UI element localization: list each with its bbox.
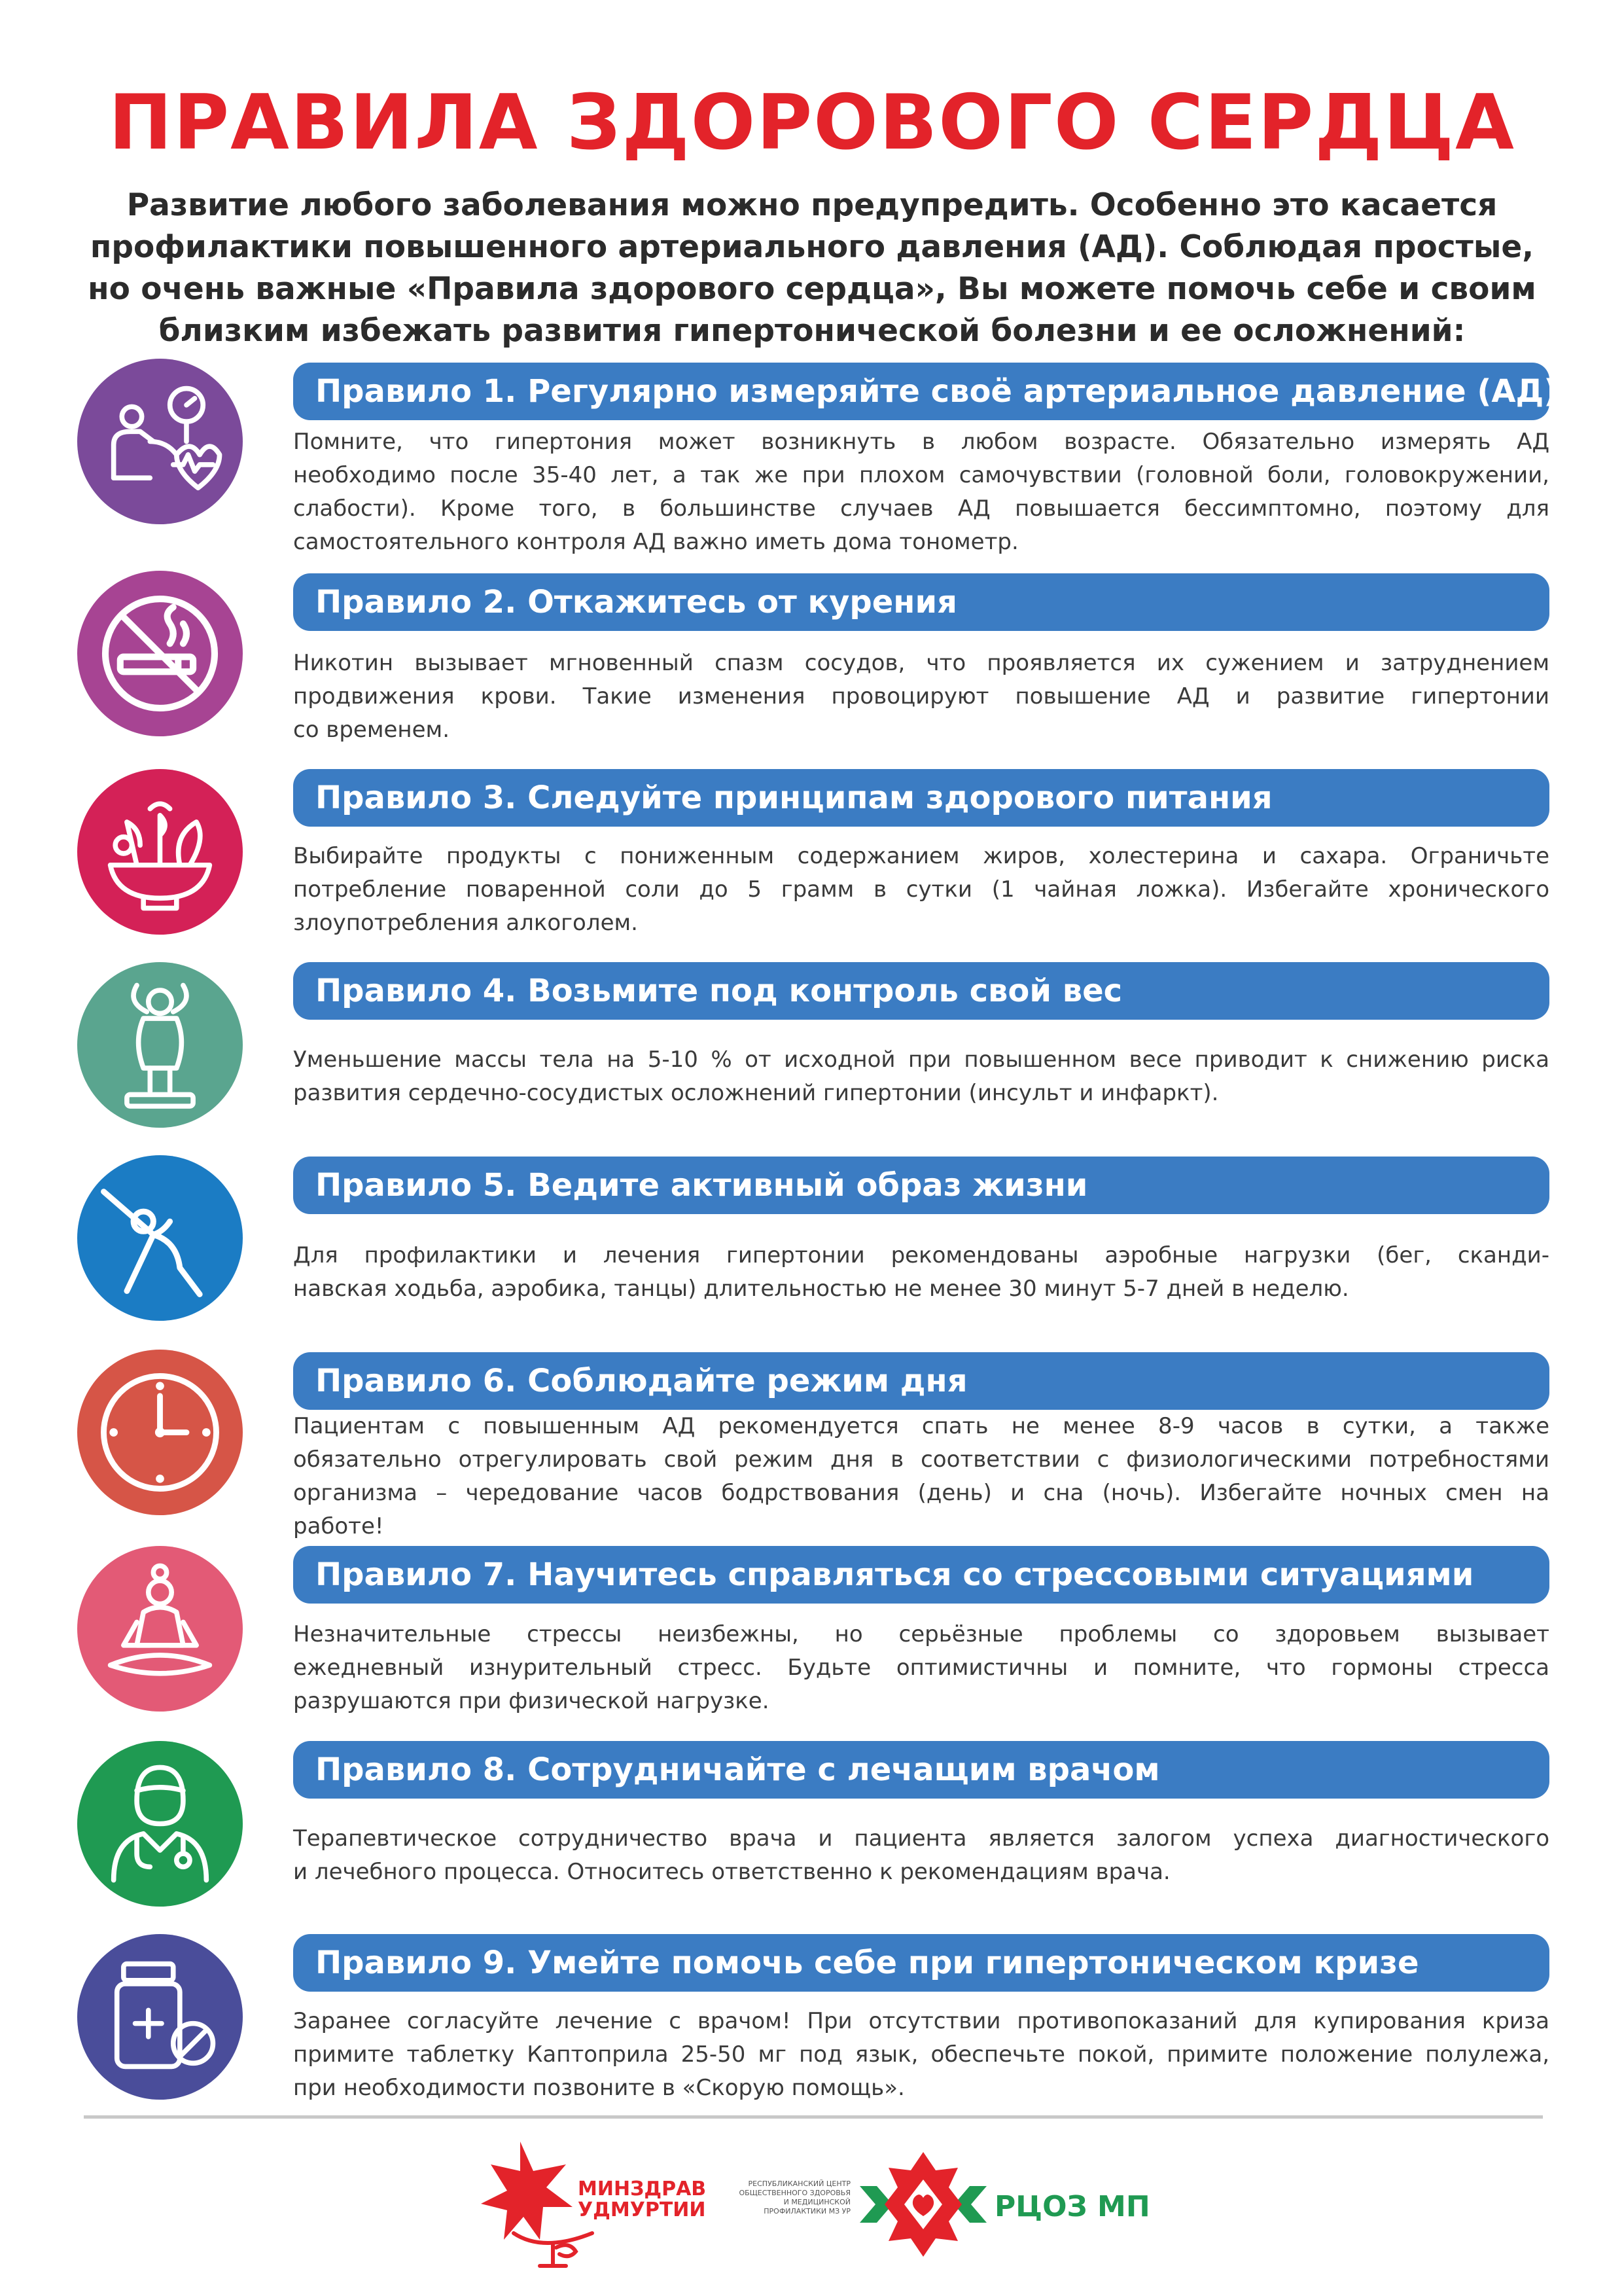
- rule-text-line: потребление поваренной соли до 5 грамм в сутки (1 чайная ложка). Избегайте хронического: [293, 876, 1549, 903]
- rule-1: [0, 359, 1624, 555]
- rule-2: [0, 571, 1624, 754]
- rule-text-line: ежедневный изнурительный стресс. Будьте оптимистичны и помните, что гормоны стресса: [293, 1655, 1549, 1681]
- center-name-line: РЕСПУБЛИКАНСКИЙ ЦЕНТР: [748, 2179, 851, 2188]
- center-name-line: ПРОФИЛАКТИКИ МЗ УР: [764, 2207, 851, 2215]
- center-name-line: ОБЩЕСТВЕННОГО ЗДОРОВЬЯ: [739, 2189, 851, 2197]
- rule-text: [293, 1410, 1549, 1543]
- rule-text-line: работе!: [293, 1513, 384, 1539]
- minzdrav-logo: [481, 2135, 730, 2272]
- exercise-stretch-icon: [77, 1155, 243, 1321]
- rule-text-line: обязательно отрегулировать свой режим дня в соответствии с физиологическими потребностями: [293, 1446, 1549, 1473]
- minzdrav-name-line1: МИНЗДРАВ: [578, 2178, 707, 2200]
- rule-text-line: Никотин вызывает мгновенный спазм сосудов, что проявляется их сужением и затруднением: [293, 650, 1549, 676]
- rule-text-line: навская ходьба, аэробика, танцы) длительностью не менее 30 минут 5-7 дней в неделю.: [293, 1276, 1349, 1302]
- rule-text: [293, 840, 1549, 940]
- minzdrav-emblem-icon: [481, 2142, 573, 2240]
- no-smoking-icon: [77, 571, 243, 736]
- rule-6: [0, 1350, 1624, 1539]
- rule-text-line: развития сердечно-сосудистых осложнений гипертонии (инсульт и инфаркт).: [293, 1080, 1219, 1106]
- rule-text-line: Заранее согласуйте лечение с врачом! При отсутствии противопоказаний для купирования криза: [293, 2008, 1549, 2034]
- rcoz-logo: [739, 2139, 1150, 2270]
- rule-text-line: Уменьшение массы тела на 5-10 % от исходной при повышенном весе приводит к снижению риска: [293, 1047, 1549, 1073]
- rule-text-line: со временем.: [293, 717, 450, 743]
- rule-text: [293, 647, 1549, 747]
- rule-text: [293, 1043, 1549, 1110]
- rule-text: [293, 1822, 1549, 1889]
- rule-text-line: Помните, что гипертония может возникнуть в любом возрасте. Обязательно измерять АД: [293, 429, 1549, 455]
- intro-text: [79, 185, 1545, 352]
- healthy-food-bowl-icon: [77, 769, 243, 935]
- rule-text: [293, 2005, 1549, 2105]
- rule-text: [293, 1618, 1549, 1718]
- intro-line: профилактики повышенного артериального давления (АД). Соблюдая простые,: [90, 229, 1534, 265]
- rule-title: Правило 9. Умейте помочь себе при гипертоническом кризе: [293, 1934, 1549, 1992]
- rule-text-line: организма – чередование часов бодрствования (день) и сна (ночь). Избегайте ночных смен на: [293, 1480, 1549, 1506]
- rule-text: [293, 1239, 1549, 1306]
- rule-text-line: разрушаются при физической нагрузке.: [293, 1688, 769, 1714]
- rule-7: [0, 1546, 1624, 1729]
- rule-title: Правило 6. Соблюдайте режим дня: [293, 1352, 1549, 1410]
- rule-text-line: Незначительные стрессы неизбежны, но серьёзные проблемы со здоровьем вызывает: [293, 1621, 1549, 1647]
- page-title: ПРАВИЛА ЗДОРОВОГО СЕРДЦА: [109, 79, 1515, 167]
- rule-3: [0, 769, 1624, 952]
- intro-line: Развитие любого заболевания можно предупредить. Особенно это касается: [126, 187, 1498, 223]
- center-abbreviation: РЦОЗ МП: [995, 2190, 1150, 2223]
- rule-text-line: при необходимости позвоните в «Скорую помощь».: [293, 2075, 905, 2101]
- rule-text-line: продвижения крови. Такие изменения провоцируют повышение АД и развитие гипертонии: [293, 683, 1549, 709]
- rule-title: Правило 3. Следуйте принципам здорового питания: [293, 769, 1549, 827]
- rule-title: Правило 8. Сотрудничайте с лечащим врачом: [293, 1741, 1549, 1799]
- rule-text-line: Пациентам с повышенным АД рекомендуется спать не менее 8-9 часов в сутки, а также: [293, 1413, 1549, 1439]
- rule-title: Правило 7. Научитесь справляться со стрессовыми ситуациями: [293, 1546, 1549, 1604]
- rule-text-line: Выбирайте продукты с пониженным содержанием жиров, холестерина и сахара. Ограничьте: [293, 843, 1549, 869]
- rule-title: Правило 4. Возьмите под контроль свой вес: [293, 962, 1549, 1020]
- rule-title: Правило 2. Откажитесь от курения: [293, 573, 1549, 631]
- rule-5: [0, 1155, 1624, 1338]
- center-name-line: И МЕДИЦИНСКОЙ: [783, 2198, 851, 2206]
- medicine-pills-icon: [77, 1934, 243, 2100]
- rule-text-line: и лечебного процесса. Относитесь ответственно к рекомендациям врача.: [293, 1859, 1171, 1885]
- rule-text-line: необходимо после 35-40 лет, а так же при плохом самочувствии (головной боли, головокружении,: [293, 462, 1549, 488]
- intro-line: но очень важные «Правила здорового сердца», Вы можете помочь себе и своим: [88, 271, 1536, 307]
- clock-icon: [77, 1350, 243, 1515]
- footer-divider: [84, 2115, 1543, 2119]
- rule-4: [0, 962, 1624, 1145]
- rule-text-line: Для профилактики и лечения гипертонии рекомендованы аэробные нагрузки (бег, сканди-: [293, 1242, 1549, 1268]
- rule-title: Правило 1. Регулярно измеряйте своё артериальное давление (АД): [293, 363, 1549, 420]
- blood-pressure-monitor-icon: [77, 359, 243, 524]
- meditation-icon: [77, 1546, 243, 1712]
- rule-title: Правило 5. Ведите активный образ жизни: [293, 1157, 1549, 1214]
- rule-text-line: примите таблетку Каптоприла 25-50 мг под язык, обеспечьте покой, примите положение полулежа,: [293, 2041, 1549, 2068]
- rule-8: [0, 1741, 1624, 1924]
- rule-text-line: злоупотребления алкоголем.: [293, 910, 638, 936]
- rcoz-emblem-icon: [860, 2152, 987, 2257]
- rule-text: [293, 425, 1549, 559]
- rule-9: [0, 1934, 1624, 2117]
- rule-text-line: Терапевтическое сотрудничество врача и пациента является залогом успеха диагностического: [293, 1825, 1549, 1852]
- doctor-icon: [77, 1741, 243, 1907]
- rule-text-line: слабости). Кроме того, в большинстве случаев АД повышается бессимптомно, поэтому для: [293, 495, 1549, 522]
- minzdrav-name-line2: УДМУРТИИ: [578, 2198, 706, 2221]
- intro-line: близким избежать развития гипертонической болезни и ее осложнений:: [158, 313, 1466, 349]
- weight-scale-person-icon: [77, 962, 243, 1128]
- rule-text-line: самостоятельного контроля АД важно иметь дома тонометр.: [293, 529, 1019, 555]
